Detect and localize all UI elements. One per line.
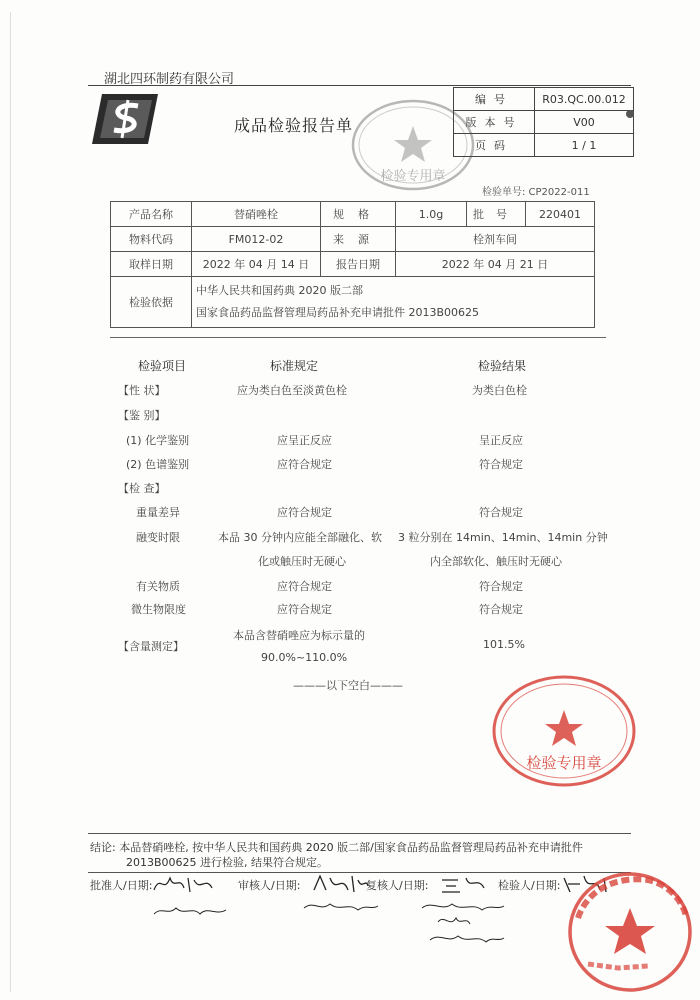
test-item: 重量差异 bbox=[136, 506, 180, 519]
qc-stamp-red-label: 检验专用章 bbox=[526, 754, 602, 772]
test-result: 符合规定 bbox=[479, 580, 523, 593]
test-item: 融变时限 bbox=[136, 531, 180, 544]
document-control-table bbox=[453, 87, 634, 157]
test-result: 为类白色栓 bbox=[472, 384, 527, 397]
control-key: 页码 bbox=[454, 134, 535, 157]
test-result: 3 粒分别在 14min、14min、14min 分钟 bbox=[398, 531, 608, 544]
qc-stamp-red bbox=[490, 672, 638, 790]
source-value: 栓剂车间 bbox=[396, 227, 595, 252]
basis-text bbox=[192, 277, 595, 328]
basis-line: 中华人民共和国药典 2020 版二部 bbox=[196, 284, 363, 297]
col-result-header: 检验结果 bbox=[478, 359, 527, 373]
test-item: 【性 状】 bbox=[118, 384, 166, 397]
header-rule bbox=[88, 85, 631, 86]
product-info-table bbox=[110, 201, 595, 328]
inspector-label: 检验人/日期: bbox=[498, 879, 561, 892]
company-logo bbox=[88, 88, 168, 150]
sample-date: 2022 年 04 月 14 日 bbox=[192, 252, 321, 277]
test-result: 符合规定 bbox=[479, 506, 523, 519]
test-result: 符合规定 bbox=[479, 458, 523, 471]
test-standard: 应呈正反应 bbox=[277, 434, 332, 447]
section-divider bbox=[110, 337, 606, 338]
col-standard-header: 标准规定 bbox=[270, 359, 319, 373]
control-key: 版本号 bbox=[454, 111, 535, 134]
basis-line: 国家食品药品监督管理局药品补充申请批件 2013B00625 bbox=[196, 306, 480, 319]
material-code-label: 物料代码 bbox=[111, 227, 192, 252]
conclusion-line: 2013B00625 进行检验, 结果符合规定。 bbox=[126, 856, 329, 869]
qc-stamp-gray-label: 检验专用章 bbox=[380, 169, 446, 184]
test-result: 101.5% bbox=[483, 638, 525, 651]
test-item: 有关物质 bbox=[136, 580, 180, 593]
rechecker-signature bbox=[438, 872, 488, 894]
test-standard: 应符合规定 bbox=[277, 603, 332, 616]
approver-signature bbox=[150, 872, 220, 896]
company-stamp-red bbox=[558, 868, 693, 993]
test-item: 【含量测定】 bbox=[118, 640, 184, 653]
reviewer-label: 审核人/日期: bbox=[238, 879, 301, 892]
test-item: (2) 色谱鉴别 bbox=[126, 458, 190, 471]
source-label: 来源 bbox=[321, 227, 396, 252]
conclusion-rule bbox=[88, 833, 631, 834]
test-standard: 应符合规定 bbox=[277, 458, 332, 471]
test-result: 内全部软化、触压时无硬心 bbox=[430, 555, 562, 568]
spec-label: 规格 bbox=[321, 202, 396, 227]
test-item: 【鉴 别】 bbox=[118, 409, 166, 422]
approver-label: 批准人/日期: bbox=[90, 879, 153, 892]
report-date-label: 报告日期 bbox=[321, 252, 396, 277]
reviewer-signature bbox=[310, 872, 370, 896]
control-value: R03.QC.00.012 bbox=[535, 88, 634, 111]
report-date: 2022 年 04 月 21 日 bbox=[396, 252, 595, 277]
test-standard: 应符合规定 bbox=[277, 506, 332, 519]
reviewer-date-handwriting bbox=[300, 898, 380, 914]
product-name: 替硝唑栓 bbox=[192, 202, 321, 227]
product-name-label: 产品名称 bbox=[111, 202, 192, 227]
spec-value: 1.0g bbox=[396, 202, 467, 227]
test-standard: 化或触压时无硬心 bbox=[258, 555, 346, 568]
test-standard: 本品含替硝唑应为标示量的 bbox=[233, 629, 365, 642]
test-standard: 应符合规定 bbox=[277, 580, 332, 593]
control-value: V00 bbox=[535, 111, 634, 134]
test-result: 符合规定 bbox=[479, 603, 523, 616]
col-item-header: 检验项目 bbox=[138, 359, 187, 373]
test-result: 呈正反应 bbox=[479, 434, 523, 447]
test-item: (1) 化学鉴别 bbox=[126, 434, 190, 447]
conclusion-line: 结论: 本品替硝唑栓, 按中华人民共和国药典 2020 版二部/国家食品药品监督管理局药品补充申请批件 bbox=[90, 841, 583, 854]
test-item: 【检 查】 bbox=[118, 482, 166, 495]
document-title: 成品检验报告单 bbox=[234, 116, 354, 135]
test-standard: 应为类白色至淡黄色栓 bbox=[237, 384, 347, 397]
blank-note: ———以下空白——— bbox=[293, 679, 403, 692]
sample-date-label: 取样日期 bbox=[111, 252, 192, 277]
conclusion bbox=[90, 840, 638, 870]
material-code: FM012-02 bbox=[192, 227, 321, 252]
test-standard: 90.0%~110.0% bbox=[261, 651, 348, 664]
rechecker-label: 复核人/日期: bbox=[366, 879, 429, 892]
test-item: 微生物限度 bbox=[131, 603, 186, 616]
control-value: 1 / 1 bbox=[535, 134, 634, 157]
report-number: 检验单号: CP2022-011 bbox=[482, 187, 590, 198]
approver-date-handwriting bbox=[150, 902, 230, 918]
test-standard: 本品 30 分钟内应能全部融化、软 bbox=[218, 531, 382, 544]
basis-label: 检验依据 bbox=[111, 277, 192, 328]
punch-mark bbox=[626, 110, 634, 118]
control-key: 编号 bbox=[454, 88, 535, 111]
company-name: 湖北四环制药有限公司 bbox=[104, 72, 235, 87]
batch-label: 批号 bbox=[467, 202, 526, 227]
batch-value: 220401 bbox=[526, 202, 595, 227]
rechecker-date-handwriting bbox=[418, 898, 508, 948]
